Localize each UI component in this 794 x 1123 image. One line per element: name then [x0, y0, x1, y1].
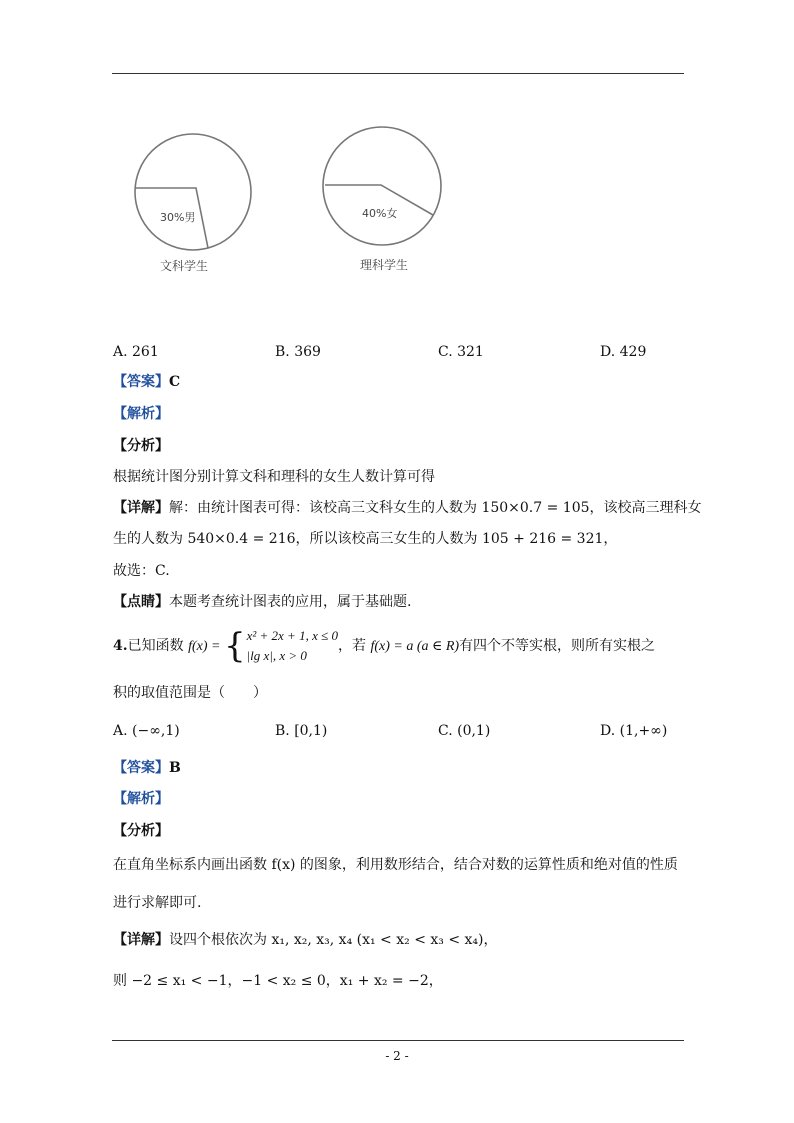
pie-right-slice-label: 40%女 [362, 207, 398, 220]
q3-option-b: B. 369 [275, 344, 321, 360]
q4-fenxi-tag-line [113, 821, 169, 841]
case-1: x² + 2x + 1, x ≤ 0 [246, 628, 338, 643]
q4-analysis-line [113, 789, 169, 809]
q3-choose: 故选：C. [113, 563, 170, 579]
q3-option-c: C. 321 [438, 344, 484, 360]
q4-fenxi-line2: 进行求解即可. [113, 895, 202, 911]
q4-fenxi-line1: 在直角坐标系内画出函数 f(x) 的图象，利用数形结合，结合对数的运算性质和绝对值的性质 [113, 857, 678, 873]
pie-right-title: 理科学生 [360, 258, 409, 272]
q4-option-d: D. (1,+∞) [600, 723, 668, 739]
q3-detail-line1 [113, 498, 702, 518]
fenxi-tag: 【分析】 [113, 823, 169, 839]
page-number: - 2 - [385, 1049, 409, 1063]
q3-answer-line [113, 372, 180, 392]
pie-left-slice-label: 30%男 [160, 211, 196, 224]
q3-comment-line [113, 592, 411, 612]
q4-answer-line [113, 758, 181, 778]
fenxi-tag: 【分析】 [113, 438, 169, 454]
piecewise-cases [247, 626, 338, 666]
q4-option-a: A. (−∞,1) [113, 723, 180, 739]
pie-left-circle [135, 134, 251, 250]
analysis-tag: 【解析】 [113, 406, 169, 422]
brace-symbol: { [223, 626, 246, 666]
comment-tag: 【点睛】 [113, 594, 169, 610]
q4-stem-c: 有四个不等实根，则所有实根之 [459, 638, 656, 654]
pie-chart-right [323, 127, 441, 272]
q4-option-c: C. (0,1) [438, 723, 491, 739]
q3-fenxi-text: 根据统计图分别计算文科和理科的女生人数计算可得 [113, 469, 435, 485]
pie-chart-left [135, 134, 251, 273]
detail-tag: 【详解】 [113, 500, 169, 516]
q4-stem-a: 已知函数 [127, 638, 189, 654]
q3-detail-line2: 生的人数为 540×0.4 = 216，所以该校高三女生的人数为 105 + 216 = 321， [113, 531, 618, 547]
comment-text: 本题考查统计图表的应用，属于基础题. [169, 594, 412, 610]
analysis-tag: 【解析】 [113, 791, 169, 807]
q4-stem-line1 [113, 625, 655, 667]
detail-text: 设四个根依次为 x₁, x₂, x₃, x₄ (x₁ < x₂ < x₃ < x₄)， [169, 932, 498, 948]
q4-option-b: B. [0,1) [275, 723, 328, 739]
q4-stem-line2: 积的取值范围是（ ） [113, 685, 267, 701]
q3-fenxi-tag-line [113, 436, 169, 456]
answer-value: C [169, 374, 181, 390]
function-name: f(x) = [188, 639, 224, 654]
pie-left-title: 文科学生 [160, 259, 209, 273]
answer-value: B [169, 760, 181, 776]
q3-option-d: D. 429 [600, 344, 647, 360]
case-2: |lg x|, x > 0 [246, 648, 307, 663]
q3-analysis-line [113, 404, 169, 424]
q4-detail-line2: 则 −2 ≤ x₁ < −1，−1 < x₂ ≤ 0，x₁ + x₂ = −2， [113, 973, 443, 989]
detail-tag: 【详解】 [113, 932, 169, 948]
answer-tag: 【答案】 [113, 374, 169, 390]
q4-detail-line1 [113, 930, 497, 950]
footer-rule [112, 1040, 684, 1041]
answer-tag: 【答案】 [113, 760, 169, 776]
q4-stem-b: ，若 [337, 638, 371, 654]
q3-option-a: A. 261 [113, 344, 159, 360]
header-rule [112, 73, 684, 74]
equation: f(x) = a (a ∈ R) [370, 639, 460, 654]
detail-text: 解：由统计图表可得：该校高三文科女生的人数为 150×0.7 = 105，该校高三理科女 [169, 500, 702, 516]
question-number: 4. [113, 638, 128, 654]
